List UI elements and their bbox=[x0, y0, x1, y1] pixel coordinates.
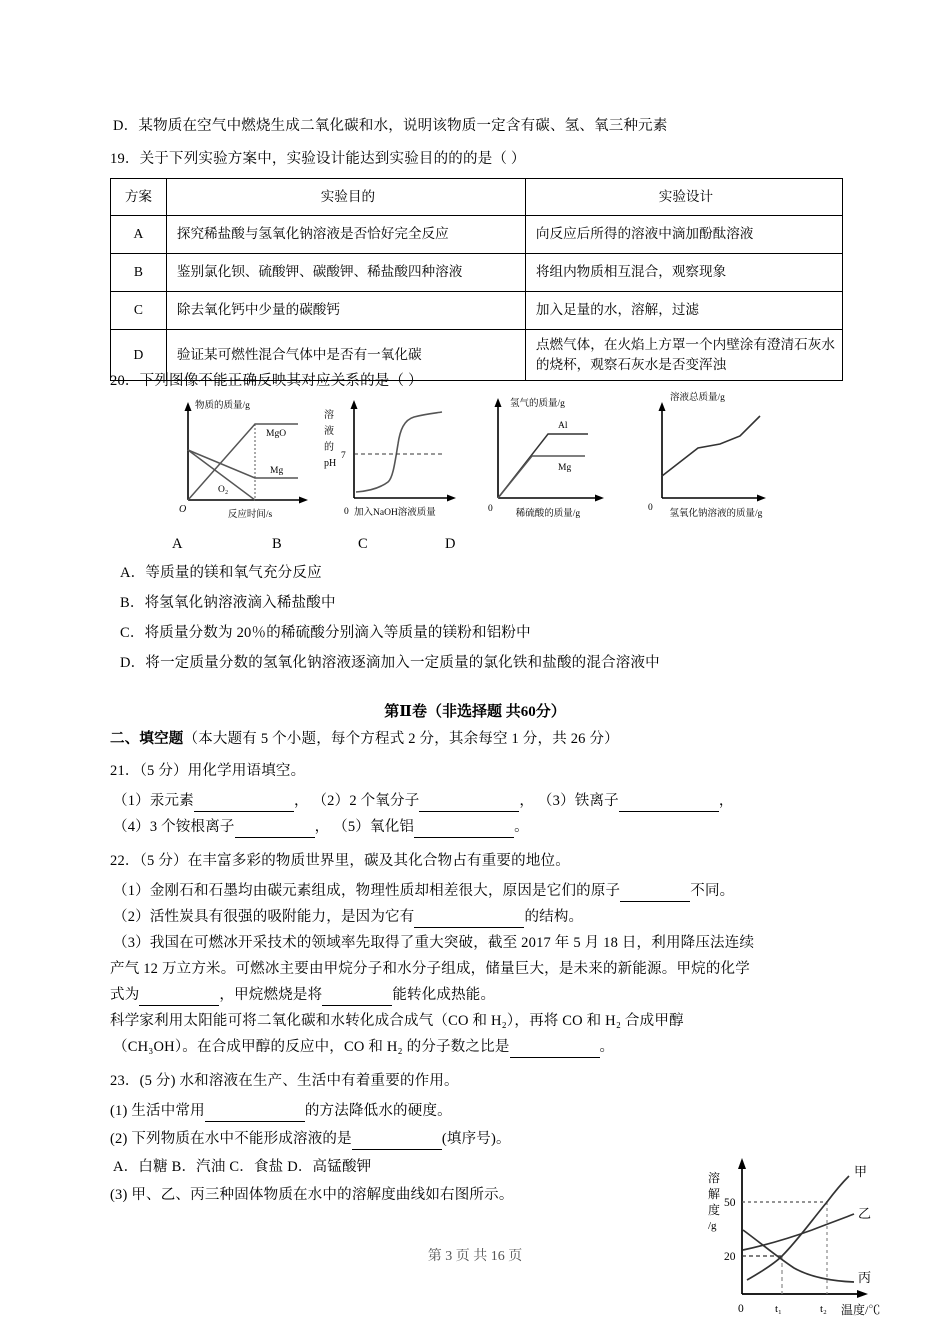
chart-b-xlabel: 加入NaOH溶液质量 bbox=[354, 508, 436, 518]
chart-letter-b: B bbox=[272, 536, 282, 552]
chart-b-origin: 0 bbox=[344, 507, 349, 517]
section-lead: 二、填空题 bbox=[110, 731, 184, 747]
chart-c-origin: 0 bbox=[488, 504, 493, 514]
q22-part-3-line-2: 产气 12 万立方米。可燃冰主要由甲烷分子和水分子组成，储量巨大，是未来的新能源。甲烷的化学 bbox=[110, 961, 750, 977]
q22-part-4-line-2 bbox=[113, 1036, 614, 1058]
q22-p1-tail: 不同。 bbox=[690, 883, 735, 899]
q20-option-d: D．将一定质量分数的氢氧化钠溶液逐滴加入一定质量的氯化铁和盐酸的混合溶液中 bbox=[120, 655, 660, 671]
header-design: 实验设计 bbox=[525, 179, 842, 216]
q22-p1-text: （1）金刚石和石墨均由碳元素组成，物理性质却相差很大，原因是它们的原子 bbox=[113, 883, 621, 899]
solubility-ylabel-c1: 溶 bbox=[708, 1171, 721, 1185]
solubility-label-yi: 乙 bbox=[858, 1206, 872, 1221]
solubility-ylabel-c3: 度 bbox=[708, 1203, 721, 1217]
table-row bbox=[111, 216, 843, 254]
chart-d-svg bbox=[628, 386, 828, 532]
solubility-ylabel-c4: /g bbox=[708, 1220, 717, 1232]
q21-blank-2[interactable] bbox=[419, 797, 519, 813]
q21-blank-3[interactable] bbox=[619, 797, 719, 813]
q19-stem: 19．关于下列实验方案中，实验设计能达到实验目的的的是（ ） bbox=[110, 151, 526, 167]
chart-b bbox=[310, 392, 485, 532]
row-plan: A bbox=[111, 216, 167, 254]
section-detail: （本大题有 5 个小题，每个方程式 2 分，其余每空 1 分，共 26 分） bbox=[183, 731, 619, 747]
q22-part-1 bbox=[113, 880, 734, 902]
q22-p2-tail: 的结构。 bbox=[524, 909, 584, 925]
q22-blank-5[interactable] bbox=[510, 1043, 600, 1059]
q23-options: A．白糖 B．汽油 C．食盐 D．高锰酸钾 bbox=[113, 1159, 372, 1175]
chart-a-svg bbox=[160, 392, 325, 532]
row-goal: 验证某可燃性混合气体中是否有一氧化碳 bbox=[166, 330, 525, 381]
chart-d-xlabel: 氢氧化钠溶液的质量/g bbox=[669, 509, 763, 519]
chart-letter-d: D bbox=[445, 536, 456, 552]
row-design: 将组内物质相互混合，观察现象 bbox=[525, 254, 842, 292]
q22-part-4-line-1: 科学家利用太阳能可将二氧化碳和水转化成合成气（CO 和 H₂），再将 CO 和 H₂ 合成甲醇 bbox=[110, 1013, 684, 1029]
q23-stem: 23．(5 分) 水和溶液在生产、生活中有着重要的作用。 bbox=[110, 1073, 459, 1089]
q22-part-2 bbox=[113, 906, 583, 928]
row-plan: C bbox=[111, 292, 167, 330]
page-footer: 第 3 页 共 16 页 bbox=[427, 1249, 523, 1264]
chart-b-svg bbox=[310, 392, 485, 532]
chart-a-ylabel: 物质的质量/g bbox=[195, 401, 250, 411]
chart-a bbox=[160, 392, 325, 532]
q21-line-1 bbox=[113, 790, 734, 812]
q23-part-1 bbox=[110, 1100, 452, 1122]
row-goal: 除去氧化钙中少量的碳酸钙 bbox=[166, 292, 525, 330]
q22-blank-3[interactable] bbox=[139, 991, 219, 1007]
q21-item-5-label: ， （5）氧化铝 bbox=[314, 819, 415, 835]
chart-letter-a: A bbox=[172, 536, 183, 552]
solubility-xtick-t1: t₁ bbox=[775, 1303, 782, 1315]
q20-option-a: A．等质量的镁和氧气充分反应 bbox=[120, 565, 322, 581]
table-row bbox=[111, 254, 843, 292]
q21-item-3-label: ， （3）铁离子 bbox=[519, 793, 619, 809]
experiment-plan-table bbox=[110, 178, 843, 381]
solubility-ytick-50: 50 bbox=[724, 1197, 736, 1209]
q22-part-3-line-1: （3）我国在可燃冰开采技术的领域率先取得了重大突破，截至 2017 年 5 月 18 日，利用降压法连续 bbox=[113, 935, 755, 951]
q21-item-1-label: （1）汞元素 bbox=[113, 793, 194, 809]
chart-a-label-mgo: MgO bbox=[266, 429, 287, 439]
chart-c-svg bbox=[470, 392, 645, 532]
chart-b-ylabel-c3: 的 bbox=[324, 442, 334, 453]
chart-d-ylabel: 溶液总质量/g bbox=[670, 393, 725, 403]
q21-blank-1[interactable] bbox=[194, 797, 294, 813]
solubility-curve-chart bbox=[686, 1146, 944, 1341]
q21-blank-4[interactable] bbox=[235, 823, 315, 839]
chart-c bbox=[470, 392, 645, 532]
solubility-ytick-20: 20 bbox=[724, 1251, 736, 1263]
q21-item-4-label: （4）3 个铵根离子 bbox=[113, 819, 235, 835]
volume-2-heading: 第Ⅱ卷（非选择题 共60分） bbox=[384, 704, 566, 720]
q21-line2-tail: 。 bbox=[514, 819, 529, 835]
chart-b-ylabel-c2: 液 bbox=[324, 426, 334, 437]
solubility-svg bbox=[686, 1146, 944, 1341]
q21-item-2-label: ， （2）2 个氧分子 bbox=[293, 793, 420, 809]
solubility-label-jia: 甲 bbox=[854, 1164, 868, 1179]
q20-option-b: B．将氢氧化钠溶液滴入稀盐酸中 bbox=[120, 595, 336, 611]
table-header-row bbox=[111, 179, 843, 216]
q21-line1-tail: ， bbox=[718, 793, 734, 809]
solubility-label-bing: 丙 bbox=[858, 1270, 872, 1285]
q22-blank-1[interactable] bbox=[620, 887, 690, 903]
row-design: 点燃气体，在火焰上方罩一个内壁涂有澄清石灰水的烧杯，观察石灰水是否变浑浊 bbox=[525, 330, 842, 381]
q22-p3-text: 式为 bbox=[110, 987, 140, 1003]
q22-blank-2[interactable] bbox=[414, 913, 524, 929]
solubility-xlabel: 温度/℃ bbox=[841, 1303, 881, 1317]
row-design: 加入足量的水，溶解，过滤 bbox=[525, 292, 842, 330]
q23-part-2 bbox=[110, 1128, 511, 1150]
q22-p3-mid: ，甲烷燃烧是将 bbox=[219, 987, 323, 1003]
solubility-xtick-t2: t₂ bbox=[820, 1303, 827, 1315]
q22-part-3-line-3 bbox=[110, 984, 495, 1006]
q20-stem: 20．下列图像不能正确反映其对应关系的是（ ） bbox=[110, 373, 423, 389]
q22-blank-4[interactable] bbox=[322, 991, 392, 1007]
header-goal: 实验目的 bbox=[166, 179, 525, 216]
q23-p1-tail: 的方法降低水的硬度。 bbox=[304, 1103, 452, 1119]
q23-p2-text: (2) 下列物质在水中不能形成溶液的是 bbox=[110, 1131, 352, 1147]
q20-chart-row bbox=[110, 392, 843, 532]
q23-p1-text: (1) 生活中常用 bbox=[110, 1103, 205, 1119]
chart-d bbox=[628, 386, 828, 532]
row-goal: 鉴别氯化钡、硫酸钾、碳酸钾、稀盐酸四种溶液 bbox=[166, 254, 525, 292]
row-design: 向反应后所得的溶液中滴加酚酞溶液 bbox=[525, 216, 842, 254]
chart-a-label-o2: O₂ bbox=[218, 485, 229, 495]
q21-line-2 bbox=[113, 816, 529, 838]
q23-blank-2[interactable] bbox=[352, 1135, 442, 1151]
chart-b-ytick: 7 bbox=[341, 451, 346, 461]
chart-c-label-al: Al bbox=[558, 421, 568, 431]
q22-p4-tail: 。 bbox=[599, 1039, 615, 1055]
chart-a-origin: O bbox=[179, 504, 187, 515]
q23-p2-tail: (填序号)。 bbox=[441, 1131, 511, 1147]
q23-blank-1[interactable] bbox=[205, 1107, 305, 1123]
chart-c-ylabel: 氢气的质量/g bbox=[510, 399, 565, 409]
row-goal: 探究稀盐酸与氢氧化钠溶液是否恰好完全反应 bbox=[166, 216, 525, 254]
q23-part-3: (3) 甲、乙、丙三种固体物质在水中的溶解度曲线如右图所示。 bbox=[110, 1187, 514, 1203]
q18-option-d: D．某物质在空气中燃烧生成二氧化碳和水，说明该物质一定含有碳、氢、氧三种元素 bbox=[113, 118, 668, 134]
row-plan: D bbox=[111, 330, 167, 381]
q22-p2-text: （2）活性炭具有很强的吸附能力，是因为它有 bbox=[113, 909, 415, 925]
chart-a-label-mg: Mg bbox=[270, 466, 284, 476]
row-plan: B bbox=[111, 254, 167, 292]
q20-option-c: C．将质量分数为 20％的稀硫酸分别滴入等质量的镁粉和铝粉中 bbox=[120, 625, 531, 641]
chart-b-ylabel-c4: pH bbox=[324, 458, 337, 469]
chart-c-label-mg: Mg bbox=[558, 463, 572, 473]
q22-p3-tail: 能转化成热能。 bbox=[392, 987, 496, 1003]
q22-stem: 22．（5 分）在丰富多彩的物质世界里，碳及其化合物占有重要的地位。 bbox=[110, 853, 570, 869]
chart-b-ylabel-c1: 溶 bbox=[324, 410, 334, 421]
section-fill-in-blank bbox=[110, 728, 619, 750]
q21-blank-5[interactable] bbox=[414, 823, 514, 839]
chart-d-origin: 0 bbox=[648, 503, 653, 513]
solubility-xtick-0: 0 bbox=[738, 1303, 744, 1315]
q22-p4-text: （CH₃OH）。在合成甲醇的反应中，CO 和 H₂ 的分子数之比是 bbox=[113, 1039, 510, 1055]
chart-c-xlabel: 稀硫酸的质量/g bbox=[515, 509, 581, 519]
chart-letter-c: C bbox=[358, 536, 368, 552]
chart-a-xlabel: 反应时间/s bbox=[227, 510, 273, 520]
header-plan: 方案 bbox=[111, 179, 167, 216]
solubility-ylabel-c2: 解 bbox=[708, 1187, 721, 1201]
table-row bbox=[111, 292, 843, 330]
q21-stem: 21．（5 分）用化学用语填空。 bbox=[110, 763, 306, 779]
